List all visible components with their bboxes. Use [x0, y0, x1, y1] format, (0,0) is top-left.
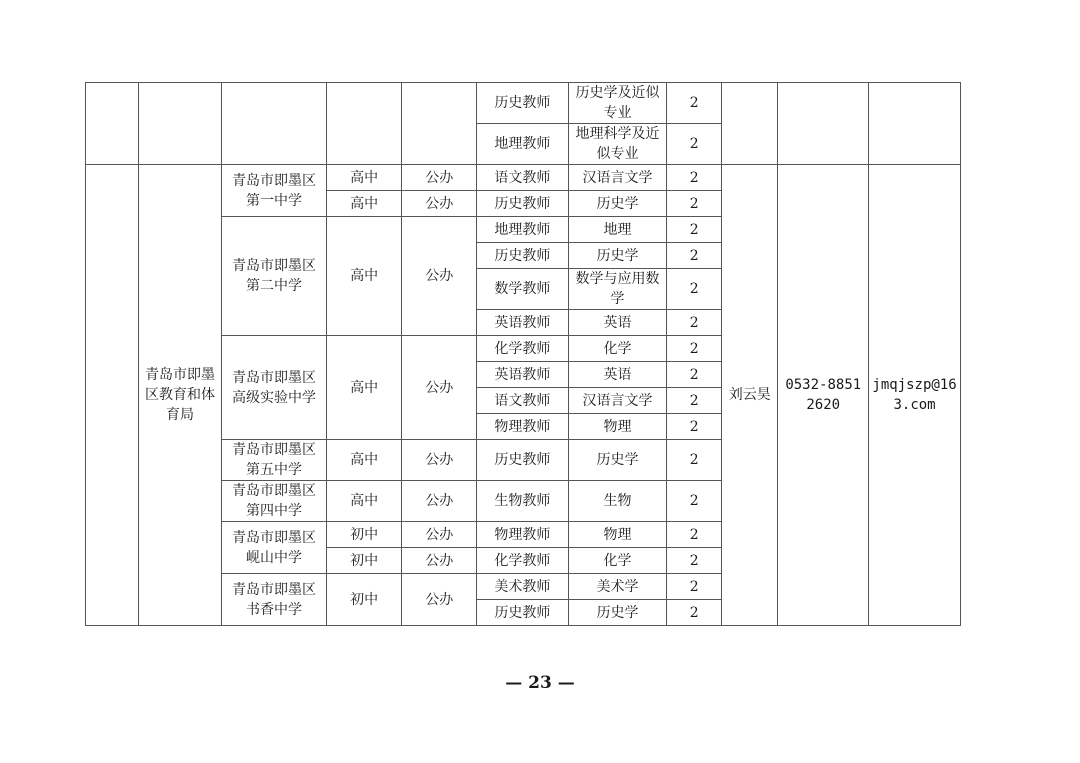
count-cell: 2	[667, 388, 722, 414]
type-cell: 公办	[402, 548, 477, 574]
major-cell: 历史学	[568, 191, 666, 217]
major-cell: 地理科学及近似专业	[568, 124, 666, 165]
school-name-cell: 青岛市即墨区第四中学	[222, 481, 327, 522]
major-cell: 汉语言文学	[568, 165, 666, 191]
blank-cell	[326, 83, 402, 165]
school-name-cell: 青岛市即墨区书香中学	[222, 574, 327, 626]
count-cell: 2	[667, 269, 722, 310]
major-cell: 物理	[568, 522, 666, 548]
position-cell: 英语教师	[477, 310, 569, 336]
level-cell: 高中	[326, 481, 402, 522]
count-cell: 2	[667, 83, 722, 124]
count-cell: 2	[667, 414, 722, 440]
major-cell: 历史学及近似专业	[568, 83, 666, 124]
blank-cell	[138, 83, 221, 165]
email-cell: jmqjszp@163.com	[869, 165, 961, 626]
blank-cell	[402, 83, 477, 165]
type-cell: 公办	[402, 191, 477, 217]
major-cell: 化学	[568, 336, 666, 362]
page-number: — 23 —	[505, 673, 575, 693]
blank-cell	[222, 83, 327, 165]
school-name-cell: 青岛市即墨区岘山中学	[222, 522, 327, 574]
count-cell: 2	[667, 481, 722, 522]
table-row	[86, 83, 961, 124]
major-cell: 美术学	[568, 574, 666, 600]
phone-cell: 0532-88512620	[778, 165, 869, 626]
position-cell: 美术教师	[477, 574, 569, 600]
major-cell: 生物	[568, 481, 666, 522]
type-cell: 公办	[402, 522, 477, 548]
level-cell: 初中	[326, 574, 402, 626]
contact-cell: 刘云昊	[722, 165, 778, 626]
position-cell: 地理教师	[477, 217, 569, 243]
major-cell: 历史学	[568, 243, 666, 269]
type-cell: 公办	[402, 481, 477, 522]
position-cell: 历史教师	[477, 440, 569, 481]
count-cell: 2	[667, 362, 722, 388]
count-cell: 2	[667, 522, 722, 548]
level-cell: 高中	[326, 440, 402, 481]
department-cell: 青岛市即墨区教育和体育局	[138, 165, 221, 626]
blank-cell	[778, 83, 869, 165]
count-cell: 2	[667, 310, 722, 336]
count-cell: 2	[667, 600, 722, 626]
major-cell: 英语	[568, 362, 666, 388]
school-name-cell: 青岛市即墨区第二中学	[222, 217, 327, 336]
count-cell: 2	[667, 574, 722, 600]
level-cell: 高中	[326, 336, 402, 440]
major-cell: 化学	[568, 548, 666, 574]
position-cell: 地理教师	[477, 124, 569, 165]
type-cell: 公办	[402, 165, 477, 191]
major-cell: 英语	[568, 310, 666, 336]
position-cell: 物理教师	[477, 414, 569, 440]
position-cell: 历史教师	[477, 191, 569, 217]
recruitment-table	[85, 82, 961, 626]
position-cell: 生物教师	[477, 481, 569, 522]
count-cell: 2	[667, 191, 722, 217]
position-cell: 语文教师	[477, 165, 569, 191]
type-cell: 公办	[402, 440, 477, 481]
level-cell: 初中	[326, 522, 402, 548]
school-name-cell: 青岛市即墨区第一中学	[222, 165, 327, 217]
blank-cell	[722, 83, 778, 165]
level-cell: 高中	[326, 165, 402, 191]
level-cell: 高中	[326, 217, 402, 336]
position-cell: 历史教师	[477, 600, 569, 626]
type-cell: 公办	[402, 336, 477, 440]
blank-cell	[86, 83, 139, 165]
type-cell: 公办	[402, 574, 477, 626]
school-name-cell: 青岛市即墨区第五中学	[222, 440, 327, 481]
table-row	[86, 165, 961, 191]
position-cell: 语文教师	[477, 388, 569, 414]
position-cell: 化学教师	[477, 336, 569, 362]
position-cell: 数学教师	[477, 269, 569, 310]
major-cell: 物理	[568, 414, 666, 440]
count-cell: 2	[667, 217, 722, 243]
position-cell: 英语教师	[477, 362, 569, 388]
count-cell: 2	[667, 548, 722, 574]
major-cell: 地理	[568, 217, 666, 243]
blank-cell	[86, 165, 139, 626]
major-cell: 历史学	[568, 600, 666, 626]
count-cell: 2	[667, 336, 722, 362]
position-cell: 历史教师	[477, 243, 569, 269]
type-cell: 公办	[402, 217, 477, 336]
position-cell: 历史教师	[477, 83, 569, 124]
blank-cell	[869, 83, 961, 165]
position-cell: 物理教师	[477, 522, 569, 548]
school-name-cell: 青岛市即墨区高级实验中学	[222, 336, 327, 440]
major-cell: 历史学	[568, 440, 666, 481]
position-cell: 化学教师	[477, 548, 569, 574]
major-cell: 汉语言文学	[568, 388, 666, 414]
count-cell: 2	[667, 124, 722, 165]
level-cell: 高中	[326, 191, 402, 217]
count-cell: 2	[667, 165, 722, 191]
level-cell: 初中	[326, 548, 402, 574]
count-cell: 2	[667, 440, 722, 481]
major-cell: 数学与应用数学	[568, 269, 666, 310]
count-cell: 2	[667, 243, 722, 269]
